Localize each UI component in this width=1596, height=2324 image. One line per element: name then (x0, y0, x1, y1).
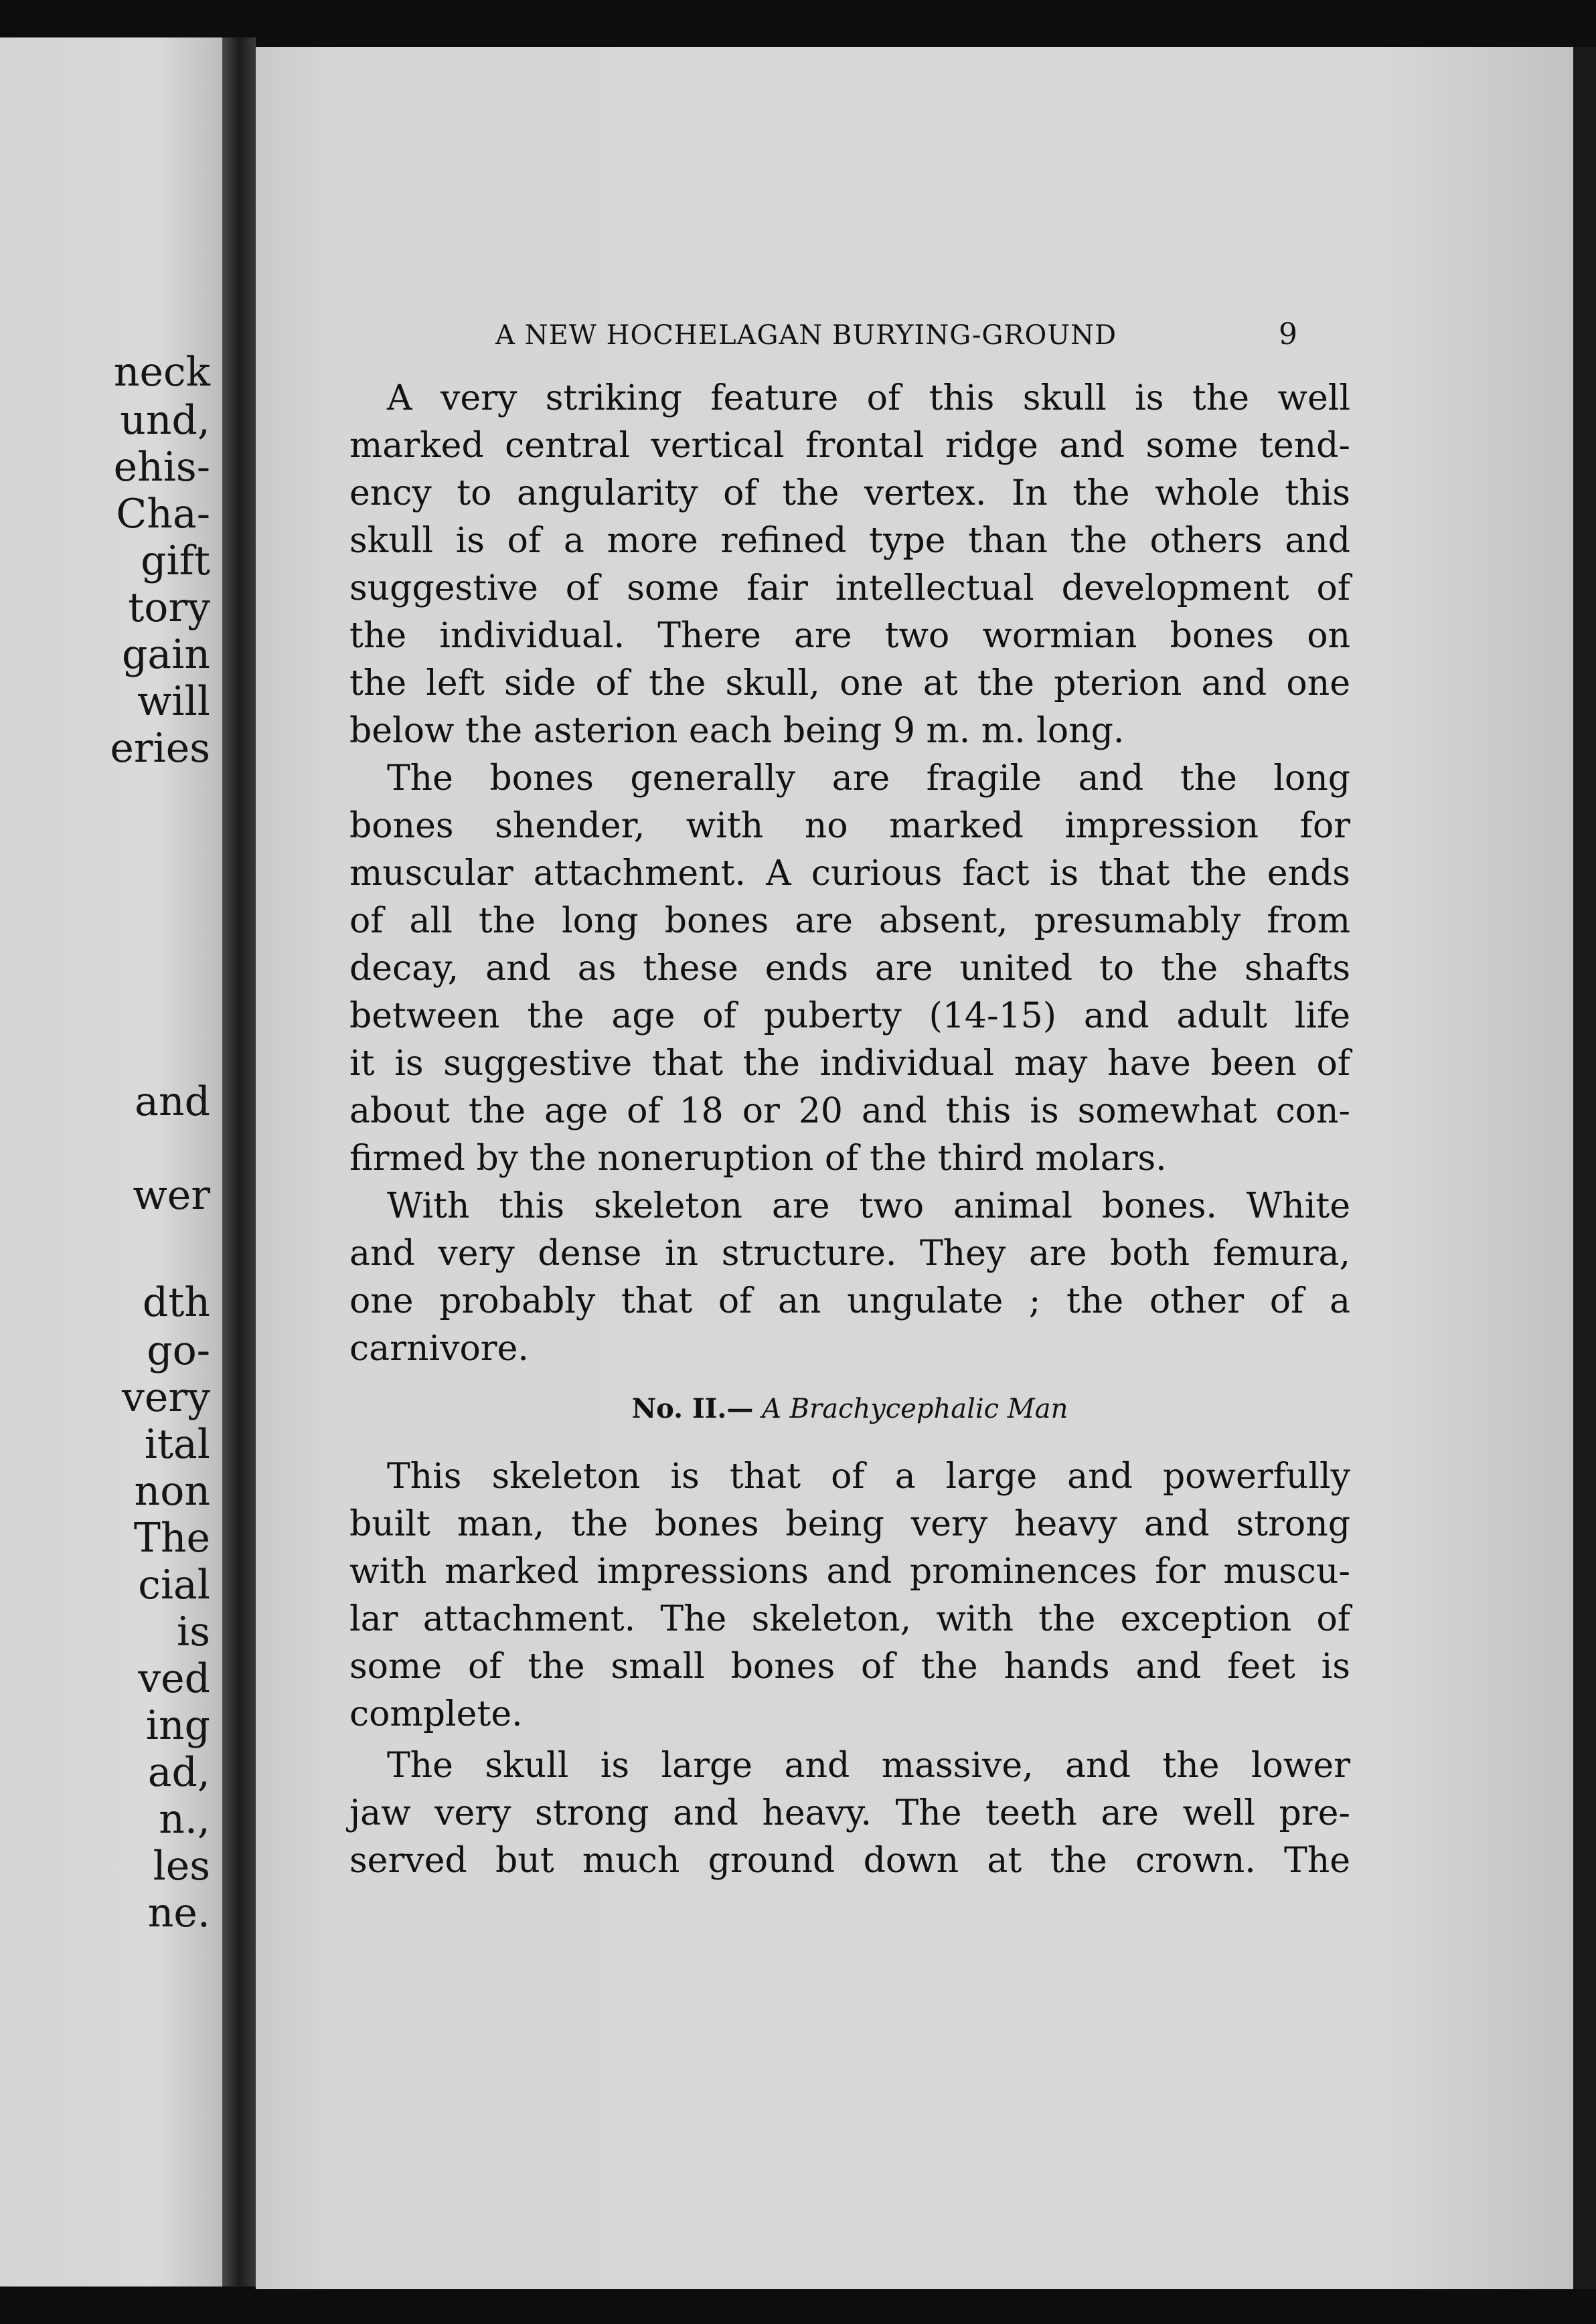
text-line: one probably that of an ungulate ; the other of a (349, 1281, 1350, 1321)
left-page-line: gain (121, 631, 210, 678)
text-line: suggestive of some fair intellectual development of (349, 568, 1350, 608)
text-line: The bones generally are fragile and the long (387, 758, 1350, 799)
left-page-line: cial (138, 1562, 210, 1608)
text-line: below the asterion each being 9 m. m. long. (349, 711, 1125, 751)
previous-page-fragment (0, 37, 222, 2287)
running-head: A NEW HOCHELAGAN BURYING-GROUND (495, 320, 1117, 351)
left-page-line: ehis- (113, 444, 210, 491)
left-page-line: The (133, 1515, 210, 1562)
left-page-line: eries (110, 725, 210, 772)
paragraph (349, 1742, 1350, 1885)
left-page-line: dth (142, 1279, 210, 1326)
section-title: A Brachycephalic Man (762, 1394, 1068, 1424)
left-page-line: neck (113, 349, 210, 396)
left-page-line: wer (133, 1172, 210, 1219)
paragraph (349, 375, 1350, 755)
left-page-line: n., (159, 1796, 210, 1843)
paragraph (349, 1453, 1350, 1738)
text-line: jaw very strong and heavy. The teeth are well pre- (349, 1793, 1350, 1833)
text-line: skull is of a more refined type than the others and (349, 521, 1350, 561)
text-line: complete. (349, 1694, 523, 1734)
text-line: The skull is large and massive, and the lower (387, 1746, 1350, 1786)
book-page (256, 47, 1573, 2289)
left-page-line: gift (141, 537, 210, 584)
text-line: the individual. There are two wormian bones on (349, 616, 1350, 656)
text-line: served but much ground down at the crown. The (349, 1841, 1350, 1881)
section-heading (349, 1389, 1350, 1429)
left-page-line: ital (144, 1421, 210, 1468)
paragraph (349, 755, 1350, 1183)
section-number: No. II.— (631, 1393, 754, 1424)
left-page-line: Cha- (116, 491, 210, 537)
left-page-line: les (153, 1843, 210, 1890)
text-line: A very striking feature of this skull is the well (387, 378, 1350, 418)
text-line: some of the small bones of the hands and feet is (349, 1647, 1350, 1687)
text-line: decay, and as these ends are united to the shafts (349, 948, 1350, 989)
left-page-line: ved (138, 1655, 210, 1702)
text-line: with marked impressions and prominences for muscu- (349, 1552, 1350, 1592)
page-edge-shadow (1573, 47, 1596, 2289)
left-page-line: non (134, 1468, 210, 1515)
left-page-line: und, (120, 397, 210, 444)
text-line: firmed by the noneruption of the third molars. (349, 1139, 1167, 1179)
text-line: carnivore. (349, 1329, 529, 1369)
text-line: built man, the bones being very heavy and strong (349, 1504, 1350, 1544)
left-page-line: ne. (147, 1890, 210, 1936)
book-gutter (222, 37, 256, 2287)
left-page-line: tory (128, 584, 210, 631)
left-page-line: is (177, 1608, 210, 1655)
text-line: lar attachment. The skeleton, with the exception of (349, 1599, 1350, 1639)
text-line: between the age of puberty (14-15) and adult life (349, 996, 1350, 1036)
text-line: muscular attachment. A curious fact is that the ends (349, 853, 1350, 894)
paragraph (349, 1183, 1350, 1373)
text-line: of all the long bones are absent, presumably from (349, 901, 1350, 941)
page-body (349, 375, 1350, 1885)
left-page-line: ad, (147, 1749, 210, 1796)
page-number: 9 (1279, 317, 1297, 351)
text-line: With this skeleton are two animal bones. White (387, 1186, 1350, 1226)
left-page-line: go- (147, 1327, 210, 1374)
text-line: it is suggestive that the individual may have been of (349, 1044, 1350, 1084)
text-line: This skeleton is that of a large and powerfully (387, 1457, 1350, 1497)
left-page-line: and (135, 1078, 210, 1125)
left-page-line: will (137, 678, 210, 725)
text-line: ency to angularity of the vertex. In the whole this (349, 473, 1350, 513)
text-line: the left side of the skull, one at the pterion and one (349, 663, 1350, 703)
text-line: about the age of 18 or 20 and this is somewhat con- (349, 1091, 1350, 1131)
text-line: marked central vertical frontal ridge and some tend- (349, 426, 1350, 466)
text-line: bones shender, with no marked impression for (349, 806, 1350, 846)
text-line: and very dense in structure. They are both femura, (349, 1234, 1350, 1274)
left-page-line: ing (145, 1702, 210, 1749)
left-page-line: very (122, 1374, 210, 1421)
